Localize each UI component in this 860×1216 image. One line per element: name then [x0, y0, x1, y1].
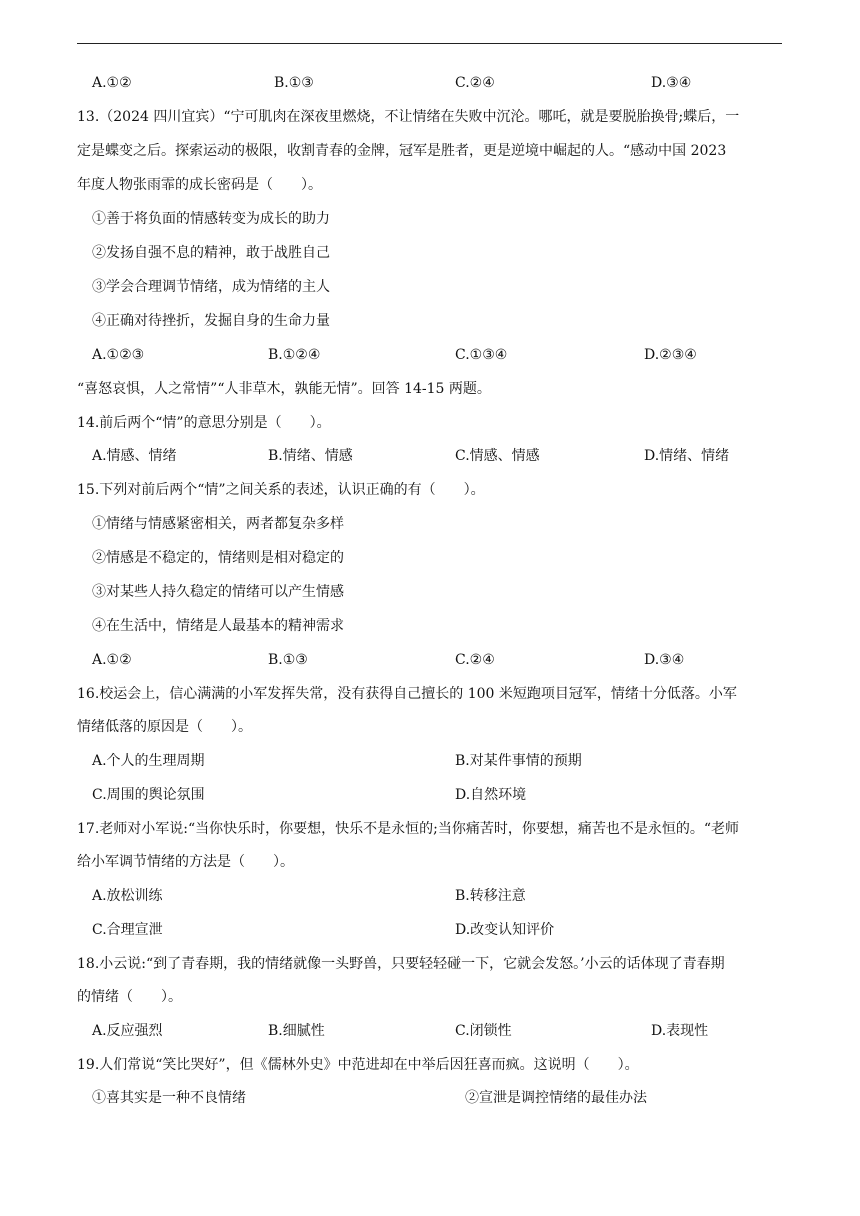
q13-statement-1: ①善于将负面的情感转变为成长的助力: [92, 211, 330, 227]
q18-stem-line-1: 18.小云说:“到了青春期，我的情绪就像一头野兽，只要轻轻碰一下，它就会发怒。’小云的话体现了青春期: [77, 956, 725, 972]
q18-option-b[interactable]: B.细腻性: [268, 1023, 325, 1039]
q17-option-b[interactable]: B.转移注意: [455, 888, 526, 904]
q17-option-a[interactable]: A.放松训练: [92, 888, 163, 904]
q16-stem-line-1: 16.校运会上，信心满满的小军发挥失常，没有获得自己擅长的 100 米短跑项目冠军，情绪十分低落。小军: [77, 686, 737, 702]
q14-option-b[interactable]: B.情绪、情感: [268, 448, 353, 464]
q13-stem-line-2: 定是蝶变之后。探索运动的极限，收割青春的金牌，冠军是胜者，更是逆境中崛起的人。“感动中国 2023: [77, 143, 727, 159]
q17-option-c[interactable]: C.合理宣泄: [92, 922, 163, 938]
q15-stem: 15.下列对前后两个“情”之间关系的表述，认识正确的有（ ）。: [77, 482, 485, 498]
q13-option-c[interactable]: C.①③④: [455, 347, 508, 363]
q15-option-d[interactable]: D.③④: [644, 652, 685, 668]
q19-stem: 19.人们常说“笑比哭好”，但《儒林外史》中范进却在中举后因狂喜而疯。这说明（ ）。: [77, 1057, 639, 1073]
q14-option-d[interactable]: D.情绪、情绪: [644, 448, 730, 464]
q14-stem: 14.前后两个“情”的意思分别是（ ）。: [77, 415, 331, 431]
q13-statement-3: ③学会合理调节情绪，成为情绪的主人: [92, 279, 330, 295]
header-rule: [77, 43, 782, 44]
q17-stem-line-1: 17.老师对小军说:“当你快乐时，你要想，快乐不是永恒的;当你痛苦时，你要想，痛苦也不是永恒的。“老师: [77, 821, 740, 837]
q13-statement-4: ④正确对待挫折，发掘自身的生命力量: [92, 313, 330, 329]
q13-option-b[interactable]: B.①②④: [268, 347, 321, 363]
q13-option-d[interactable]: D.②③④: [644, 347, 697, 363]
q12-option-d[interactable]: D.③④: [651, 75, 692, 91]
q16-stem-line-2: 情绪低落的原因是（ ）。: [77, 719, 252, 735]
q18-option-c[interactable]: C.闭锁性: [455, 1023, 512, 1039]
q16-option-b[interactable]: B.对某件事情的预期: [455, 753, 582, 769]
q18-option-a[interactable]: A.反应强烈: [92, 1023, 163, 1039]
q12-option-a[interactable]: A.①②: [92, 75, 132, 91]
q17-stem-line-2: 给小军调节情绪的方法是（ ）。: [77, 854, 294, 870]
q18-stem-line-2: 的情绪（ ）。: [77, 989, 182, 1005]
q19-statement-1: ①喜其实是一种不良情绪: [92, 1090, 246, 1106]
q14-option-a[interactable]: A.情感、情绪: [92, 448, 177, 464]
q14-15-intro: “喜怒哀惧，人之常情”“人非草木，孰能无情”。回答 14-15 两题。: [77, 381, 491, 397]
q15-option-c[interactable]: C.②④: [455, 652, 495, 668]
q12-option-c[interactable]: C.②④: [455, 75, 495, 91]
q12-option-b[interactable]: B.①③: [274, 75, 314, 91]
q13-stem-line-3: 年度人物张雨霏的成长密码是（ ）。: [77, 177, 322, 193]
q19-statement-2: ②宣泄是调控情绪的最佳办法: [465, 1090, 647, 1106]
q13-statement-2: ②发扬自强不息的精神，敢于战胜自己: [92, 245, 330, 261]
q15-option-b[interactable]: B.①③: [268, 652, 308, 668]
q14-option-c[interactable]: C.情感、情感: [455, 448, 540, 464]
q15-statement-1: ①情绪与情感紧密相关，两者都复杂多样: [92, 516, 344, 532]
q18-option-d[interactable]: D.表现性: [651, 1023, 709, 1039]
q16-option-c[interactable]: C.周围的舆论氛围: [92, 787, 205, 803]
q16-option-d[interactable]: D.自然环境: [455, 787, 527, 803]
q17-option-d[interactable]: D.改变认知评价: [455, 922, 555, 938]
q15-statement-3: ③对某些人持久稳定的情绪可以产生情感: [92, 584, 344, 600]
q15-statement-4: ④在生活中，情绪是人最基本的精神需求: [92, 618, 344, 634]
q15-statement-2: ②情感是不稳定的，情绪则是相对稳定的: [92, 550, 344, 566]
q13-stem-line-1: 13.（2024 四川宜宾）“宁可肌肉在深夜里燃烧，不让情绪在失败中沉沦。哪吒，就是要脱胎换骨;蝶后，一: [77, 109, 740, 125]
q13-option-a[interactable]: A.①②③: [92, 347, 145, 363]
q15-option-a[interactable]: A.①②: [92, 652, 132, 668]
q16-option-a[interactable]: A.个人的生理周期: [92, 753, 205, 769]
